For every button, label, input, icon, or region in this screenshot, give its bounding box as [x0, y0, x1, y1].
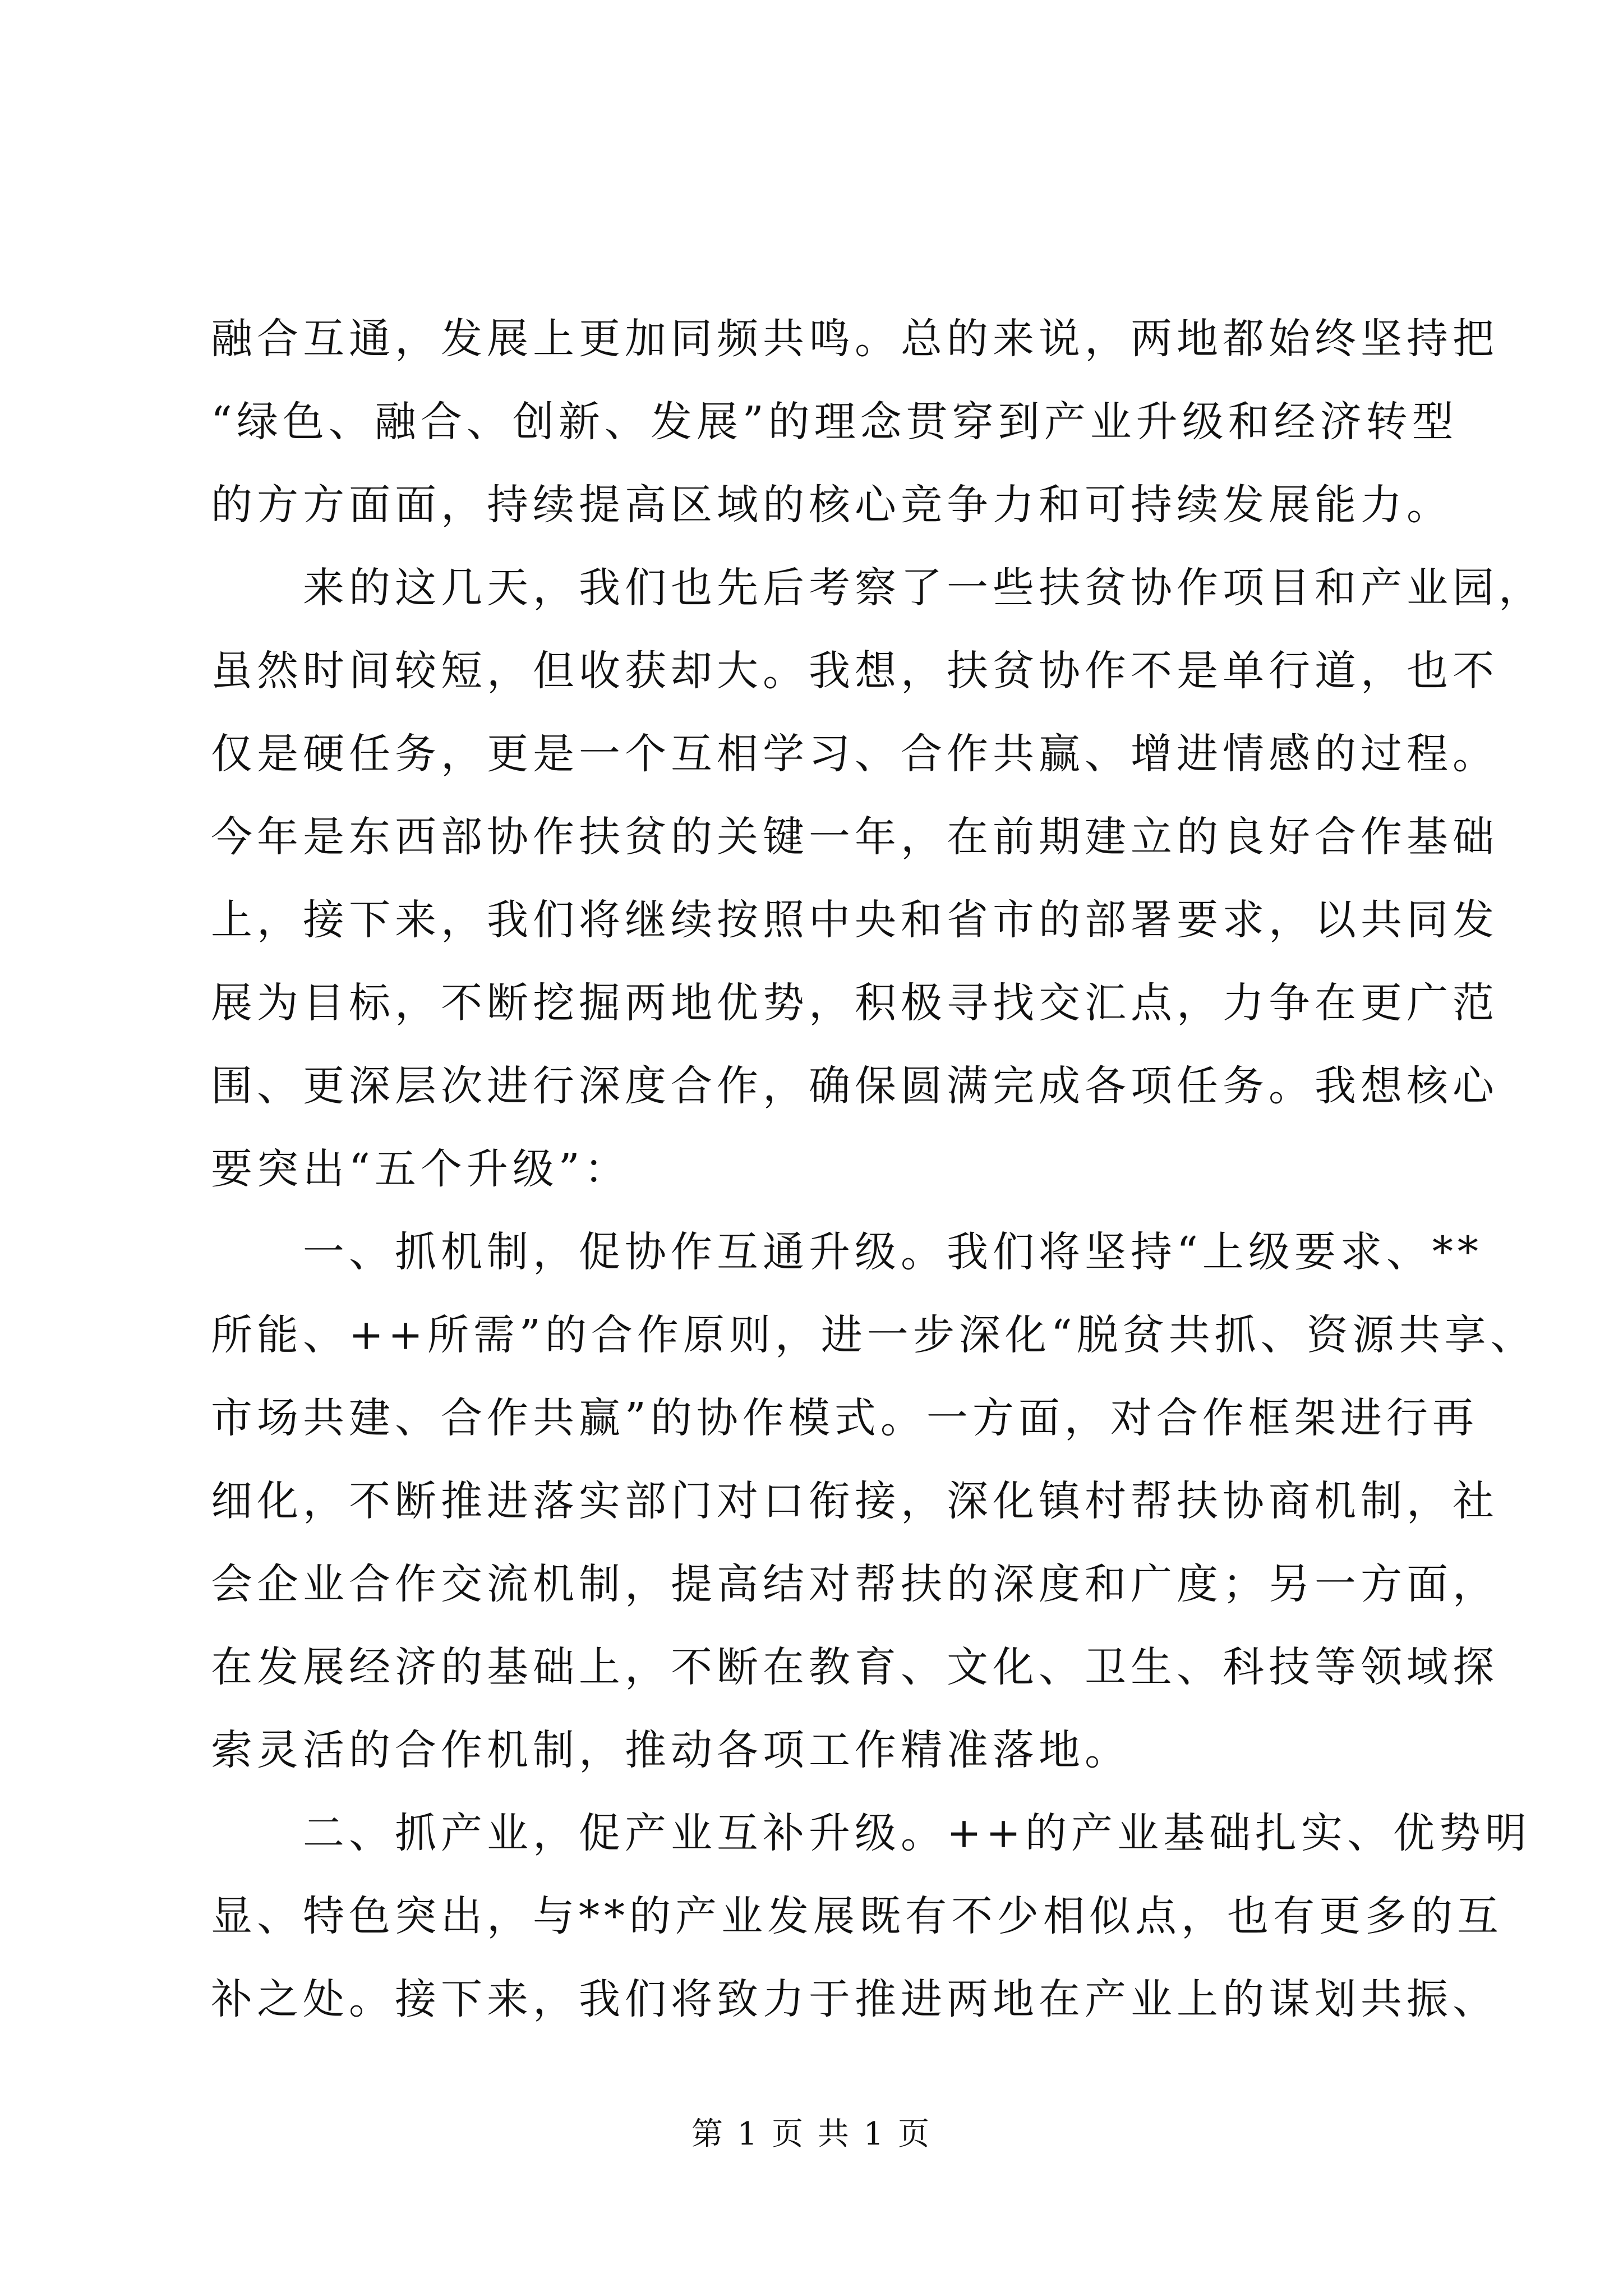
- paragraph: [211, 546, 1544, 1211]
- paragraph: [211, 1792, 1532, 2041]
- text-line: 来的这几天，我们也先后考察了一些扶贫协作项目和产业园，: [211, 564, 1544, 612]
- text-line: 细化，不断推进落实部门对口衔接，深化镇村帮扶协商机制，社: [211, 1477, 1498, 1525]
- paragraph: [211, 297, 1498, 546]
- document-body: [211, 297, 1544, 2041]
- page-footer: 第 1 页 共 1 页: [691, 2116, 932, 2152]
- text-line: 索灵活的合作机制，推动各项工作精准落地。: [211, 1726, 1131, 1774]
- text-line: “绿色、融合、创新、发展”的理念贯穿到产业升级和经济转型: [211, 398, 1458, 446]
- paragraph: [211, 1211, 1537, 1792]
- text-line: 补之处。接下来，我们将致力于推进两地在产业上的谋划共振、: [211, 1975, 1498, 2023]
- text-line: 仅是硬任务，更是一个互相学习、合作共赢、增进情感的过程。: [211, 730, 1498, 778]
- text-line: 显、特色突出，与**的产业发展既有不少相似点，也有更多的互: [211, 1892, 1503, 1940]
- text-line: 二、抓产业，促产业互补升级。++的产业基础扎实、优势明: [211, 1809, 1532, 1857]
- text-line: 所能、++所需”的合作原则，进一步深化“脱贫共抓、资源共享、: [211, 1311, 1537, 1359]
- text-line: 展为目标，不断挖掘两地优势，积极寻找交汇点，力争在更广范: [211, 979, 1498, 1027]
- text-line: 要突出“五个升级”：: [211, 1145, 630, 1193]
- text-line: 虽然时间较短，但收获却大。我想，扶贫协作不是单行道，也不: [211, 647, 1498, 695]
- text-line: 在发展经济的基础上，不断在教育、文化、卫生、科技等领域探: [211, 1643, 1498, 1691]
- text-line: 上，接下来，我们将继续按照中央和省市的部署要求，以共同发: [211, 896, 1498, 944]
- text-line: 的方方面面，持续提高区域的核心竞争力和可持续发展能力。: [211, 481, 1453, 529]
- text-line: 融合互通，发展上更加同频共鸣。总的来说，两地都始终坚持把: [211, 315, 1498, 363]
- text-line: 市场共建、合作共赢”的协作模式。一方面，对合作框架进行再: [211, 1394, 1478, 1442]
- text-line: 围、更深层次进行深度合作，确保圆满完成各项任务。我想核心: [211, 1062, 1498, 1110]
- text-line: 今年是东西部协作扶贫的关键一年，在前期建立的良好合作基础: [211, 813, 1498, 861]
- text-line: 会企业合作交流机制，提高结对帮扶的深度和广度；另一方面，: [211, 1560, 1498, 1608]
- text-line: 一、抓机制，促协作互通升级。我们将坚持“上级要求、**: [211, 1228, 1483, 1276]
